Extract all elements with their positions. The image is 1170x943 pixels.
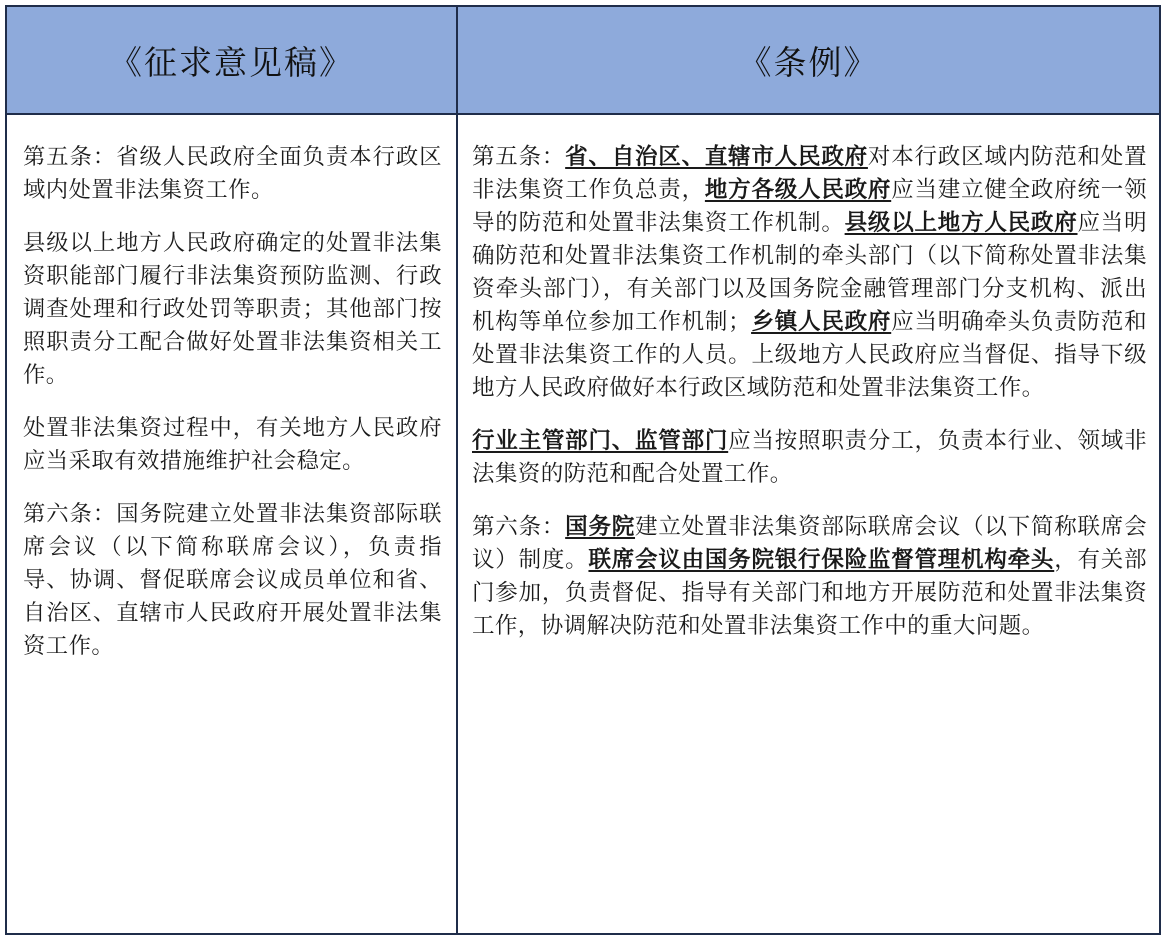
highlighted-text: 行业主管部门、监管部门 <box>472 428 729 454</box>
paragraph <box>23 227 442 392</box>
header-regulation <box>458 7 1159 115</box>
paragraph <box>472 141 1147 405</box>
text-segment: 第六条： <box>472 514 566 540</box>
text-segment: 应当明确防范和处置非法集资工作机制的牵头部门（以下简称处置非法集资牵头部门），有关部门以及国务院金融管理部门分支机构、派出机构等单位参加工作机制； <box>472 210 1147 335</box>
header-draft <box>7 7 458 115</box>
text-segment: ，有关部门参加，负责督促、指导有关部门和地方开展防范和处置非法集资工作，协调解决防范和处置非法集资工作中的重大问题。 <box>472 547 1147 639</box>
highlighted-text: 国务院 <box>565 514 636 540</box>
text-segment: 建立处置非法集资部际联席会议（以下简称联席会议）制度。 <box>472 514 1147 573</box>
text-segment: 对本行政区域内防范和处置非法集资工作负总责， <box>472 144 1147 203</box>
paragraph <box>23 141 442 207</box>
text-segment: 县级以上地方人民政府确定的处置非法集资职能部门履行非法集资预防监测、行政调查处理和行政处罚等职责；其他部门按照职责分工配合做好处置非法集资相关工作。 <box>23 230 442 388</box>
text-segment: 第五条：省级人民政府全面负责本行政区域内处置非法集资工作。 <box>23 144 442 203</box>
header-regulation-title: 《条例》 <box>738 42 879 82</box>
highlighted-text: 省、自治区、直辖市人民政府 <box>565 144 868 170</box>
regulation-column <box>458 115 1159 933</box>
comparison-table <box>5 5 1161 935</box>
highlighted-text: 地方各级人民政府 <box>704 177 892 203</box>
paragraph <box>23 498 442 663</box>
highlighted-text: 县级以上地方人民政府 <box>844 210 1078 236</box>
paragraph <box>472 425 1147 491</box>
draft-column <box>7 115 458 933</box>
highlighted-text: 乡镇人民政府 <box>751 309 892 335</box>
text-segment: 第六条：国务院建立处置非法集资部际联席会议（以下简称联席会议），负责指导、协调、督促联席会议成员单位和省、自治区、直辖市人民政府开展处置非法集资工作。 <box>23 501 442 659</box>
text-segment: 处置非法集资过程中，有关地方人民政府应当采取有效措施维护社会稳定。 <box>23 415 442 474</box>
highlighted-text: 联席会议由国务院银行保险监督管理机构牵头 <box>588 547 1055 573</box>
text-segment: 应当建立健全政府统一领导的防范和处置非法集资工作机制。 <box>472 177 1147 236</box>
text-segment: 应当按照职责分工，负责本行业、领域非法集资的防范和配合处置工作。 <box>472 428 1148 487</box>
text-segment: 应当明确牵头负责防范和处置非法集资工作的人员。上级地方人民政府应当督促、指导下级地方人民政府做好本行政区域防范和处置非法集资工作。 <box>472 309 1147 401</box>
paragraph <box>472 511 1147 643</box>
paragraph <box>23 412 442 478</box>
header-draft-title: 《征求意见稿》 <box>109 42 354 82</box>
text-segment: 第五条： <box>472 144 566 170</box>
